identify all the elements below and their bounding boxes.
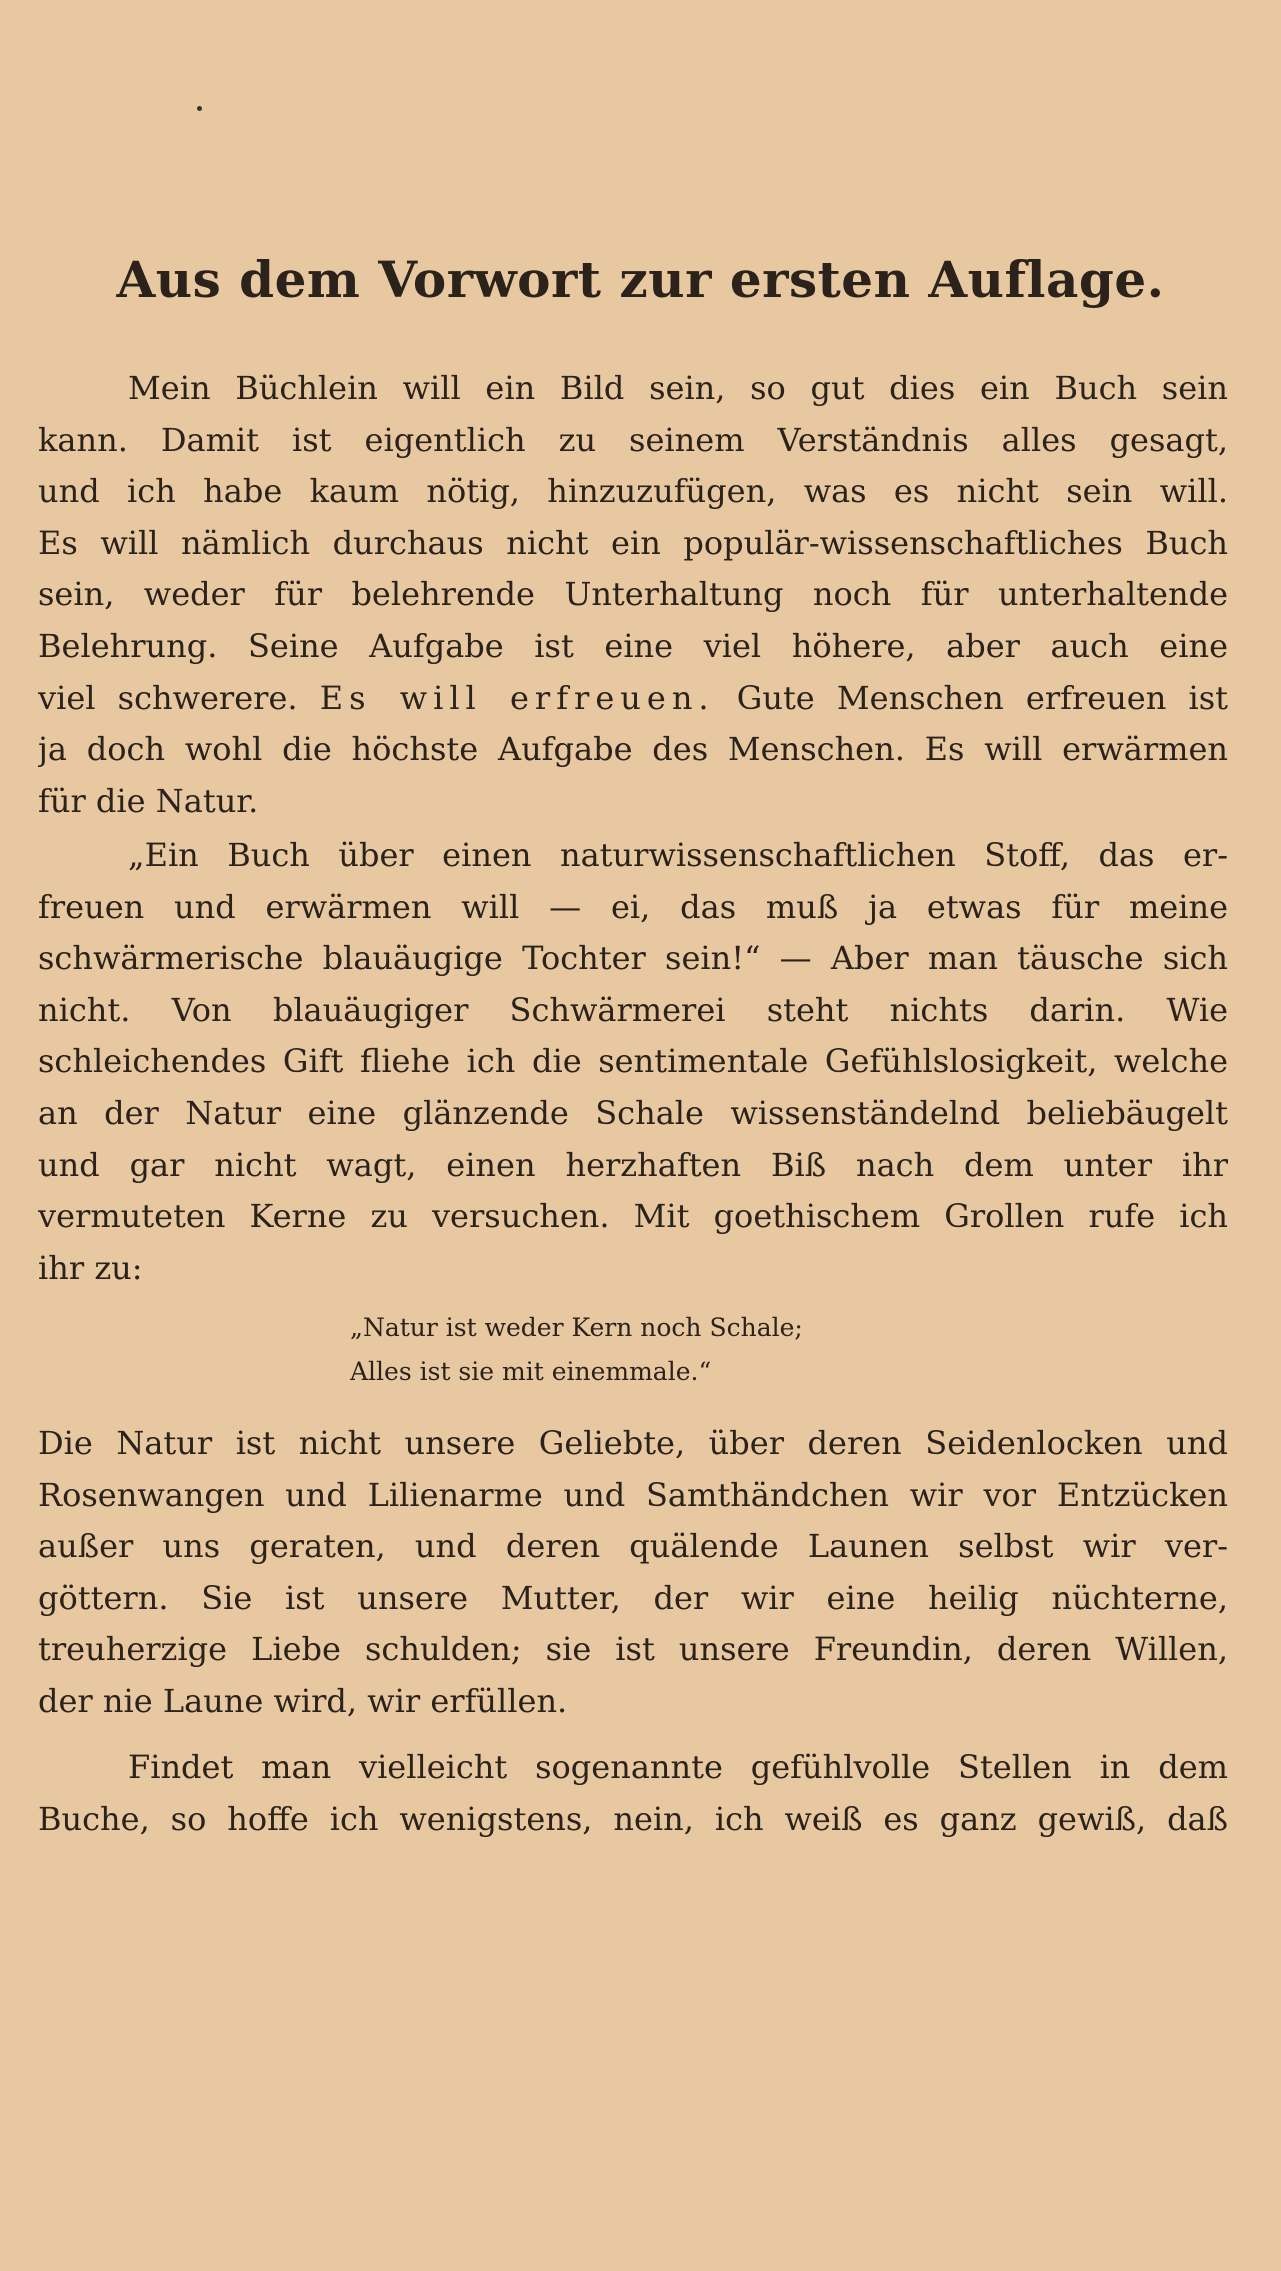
text-line: Buche, so hoffe ich wenigstens, nein, ich weiß es ganz gewiß, daß bbox=[38, 1799, 1228, 1838]
text-line: ihr zu: bbox=[38, 1248, 143, 1287]
text-line: schwärmerische blauäugige Tochter sein!“ — Aber man täusche sich bbox=[38, 939, 1228, 978]
page-title: Aus dem Vorwort zur ersten Auflage. bbox=[116, 250, 1165, 309]
text-fragment: Gute Menschen erfreuen ist bbox=[736, 678, 1228, 717]
text-line: „Ein Buch über einen naturwissenschaftlichen Stoff, das er- bbox=[128, 836, 1228, 874]
text-line: schleichendes Gift fliehe ich die sentimentale Gefühlslosigkeit, welche bbox=[38, 1042, 1228, 1081]
text-line: für die Natur. bbox=[38, 781, 259, 820]
text-line: Es will nämlich durchaus nicht ein populär-wissenschaftliches Buch bbox=[38, 523, 1228, 562]
verse-line: „Natur ist weder Kern noch Schale; bbox=[350, 1313, 803, 1342]
text-line: der nie Laune wird, wir erfüllen. bbox=[38, 1681, 568, 1720]
text-fragment: viel schwerere. bbox=[38, 678, 298, 717]
verse-line: Alles ist sie mit einemmale.“ bbox=[350, 1357, 712, 1386]
text-line: Mein Büchlein will ein Bild sein, so gut dies ein Buch sein bbox=[128, 369, 1228, 407]
text-line: Belehrung. Seine Aufgabe ist eine viel höhere, aber auch eine bbox=[38, 626, 1228, 665]
text-line: kann. Damit ist eigentlich zu seinem Verständnis alles gesagt, bbox=[38, 420, 1228, 459]
verse-quote bbox=[350, 1306, 910, 1394]
text-line: außer uns geraten, und deren quälende Launen selbst wir ver- bbox=[38, 1527, 1228, 1566]
paragraph-3 bbox=[38, 1418, 1228, 1728]
paragraph-2 bbox=[38, 830, 1228, 1294]
text-line: göttern. Sie ist unsere Mutter, der wir eine heilig nüchterne, bbox=[38, 1578, 1228, 1617]
text-line: und gar nicht wagt, einen herzhaften Biß nach dem unter ihr bbox=[38, 1145, 1228, 1184]
text-line: freuen und erwärmen will — ei, das muß ja etwas für meine bbox=[38, 887, 1228, 926]
text-line: an der Natur eine glänzende Schale wissenständelnd beliebäugelt bbox=[38, 1093, 1228, 1132]
text-line: und ich habe kaum nötig, hinzuzufügen, was es nicht sein will. bbox=[38, 472, 1228, 511]
text-line: Rosenwangen und Lilienarme und Samthändchen wir vor Entzücken bbox=[38, 1475, 1228, 1514]
paragraph-4 bbox=[38, 1742, 1228, 1845]
text-line: sein, weder für belehrende Unterhaltung noch für unterhaltende bbox=[38, 575, 1228, 614]
text-line: nicht. Von blauäugiger Schwärmerei steht nichts darin. Wie bbox=[38, 990, 1228, 1029]
text-line: vermuteten Kerne zu versuchen. Mit goethischem Grollen rufe ich bbox=[38, 1197, 1228, 1236]
text-line: ja doch wohl die höchste Aufgabe des Menschen. Es will erwärmen bbox=[38, 730, 1228, 769]
text-line: Die Natur ist nicht unsere Geliebte, über deren Seidenlocken und bbox=[38, 1424, 1228, 1462]
text-line: Findet man vielleicht sogenannte gefühlvolle Stellen in dem bbox=[128, 1748, 1228, 1786]
emphasized-text: Es will erfreuen. bbox=[319, 678, 715, 717]
paragraph-1 bbox=[38, 363, 1228, 827]
ink-speck bbox=[197, 106, 202, 111]
text-line bbox=[38, 673, 1228, 725]
text-line: treuherzige Liebe schulden; sie ist unsere Freundin, deren Willen, bbox=[38, 1630, 1228, 1669]
